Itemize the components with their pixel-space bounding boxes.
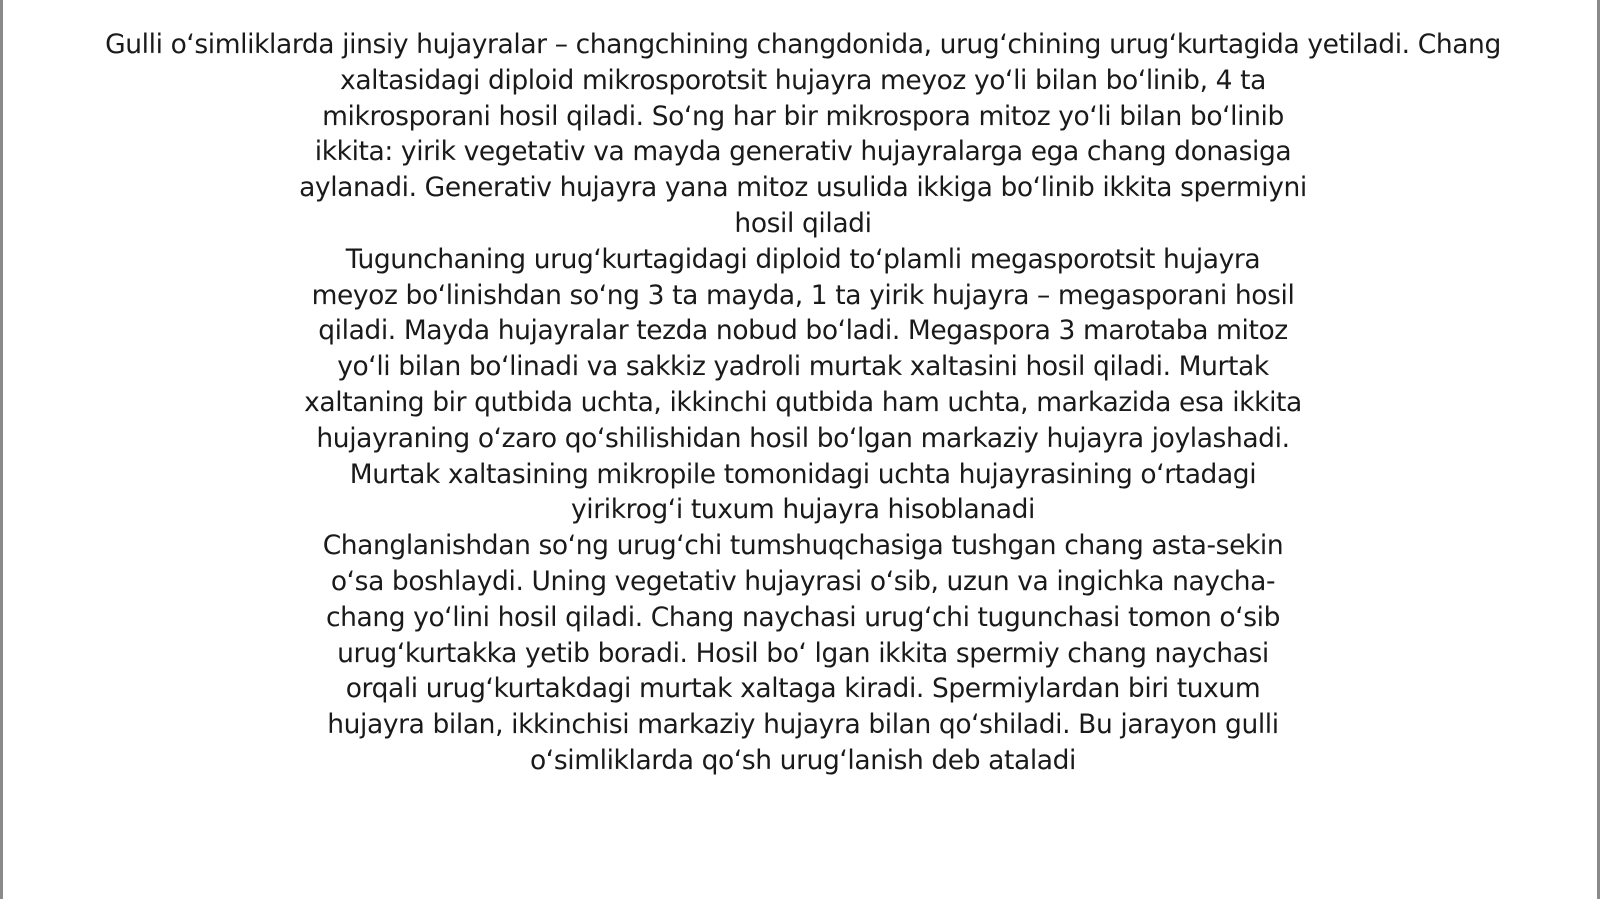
text-line: yirikrog‘i tuxum hujayra hisoblanadi — [571, 494, 1035, 526]
text-line: Changlanishdan so‘ng urug‘chi tumshuqchasiga tushgan chang asta-sekin — [322, 530, 1284, 562]
paragraph-double-fertilization — [43, 528, 1563, 779]
text-line: urug‘kurtakka yetib boradi. Hosil bo‘ lgan ikkita spermiy chang naychasi — [337, 637, 1269, 669]
text-line: orqali urug‘kurtakdagi murtak xaltaga kiradi. Spermiylardan biri tuxum — [345, 673, 1261, 705]
text-line: Tugunchaning urug‘kurtagidagi diploid to‘plamli megasporotsit hujayra — [345, 243, 1261, 275]
text-line: chang yo‘lini hosil qiladi. Chang naychasi urug‘chi tugunchasi tomon o‘sib — [325, 601, 1281, 633]
text-line: o‘sa boshlaydi. Uning vegetativ hujayrasi o‘sib, uzun va ingichka naycha- — [330, 565, 1276, 597]
text-line: Murtak xaltasining mikropile tomonidagi uchta hujayrasining o‘rtadagi — [349, 458, 1257, 490]
text-line: hosil qiladi — [734, 207, 872, 239]
text-line: hujayraning o‘zaro qo‘shilishidan hosil bo‘lgan markaziy hujayra joylashadi. — [316, 422, 1290, 454]
text-line: mikrosporani hosil qiladi. So‘ng har bir mikrospora mitoz yo‘li bilan bo‘linib — [322, 100, 1284, 132]
slide-text-body — [43, 27, 1563, 779]
text-line: qiladi. Mayda hujayralar tezda nobud bo‘ladi. Megaspora 3 marotaba mitoz — [318, 315, 1288, 347]
text-line: xaltasidagi diploid mikrosporotsit hujayra meyoz yo‘li bilan bo‘linib, 4 ta — [340, 64, 1266, 96]
text-line: hujayra bilan, ikkinchisi markaziy hujayra bilan qo‘shiladi. Bu jarayon gulli — [327, 709, 1279, 741]
text-line: o‘simliklarda qo‘sh urug‘lanish deb ataladi — [529, 744, 1077, 776]
paragraph-embryo-sac-development — [43, 242, 1563, 528]
text-line: aylanadi. Generativ hujayra yana mitoz usulida ikkiga bo‘linib ikkita spermiyni — [299, 172, 1307, 204]
text-line: ikkita: yirik vegetativ va mayda generativ hujayralarga ega chang donasiga — [314, 136, 1292, 168]
text-line: meyoz bo‘linishdan so‘ng 3 ta mayda, 1 ta yirik hujayra – megasporani hosil — [311, 279, 1295, 311]
paragraph-pollen-development — [43, 27, 1563, 242]
text-line: yo‘li bilan bo‘linadi va sakkiz yadroli murtak xaltasini hosil qiladi. Murtak — [337, 351, 1269, 383]
text-line: xaltaning bir qutbida uchta, ikkinchi qutbida ham uchta, markazida esa ikkita — [304, 386, 1302, 418]
text-line: Gulli o‘simliklarda jinsiy hujayralar – changchining changdonida, urug‘chining urug‘kurtagida yetiladi. Chang — [105, 29, 1501, 60]
